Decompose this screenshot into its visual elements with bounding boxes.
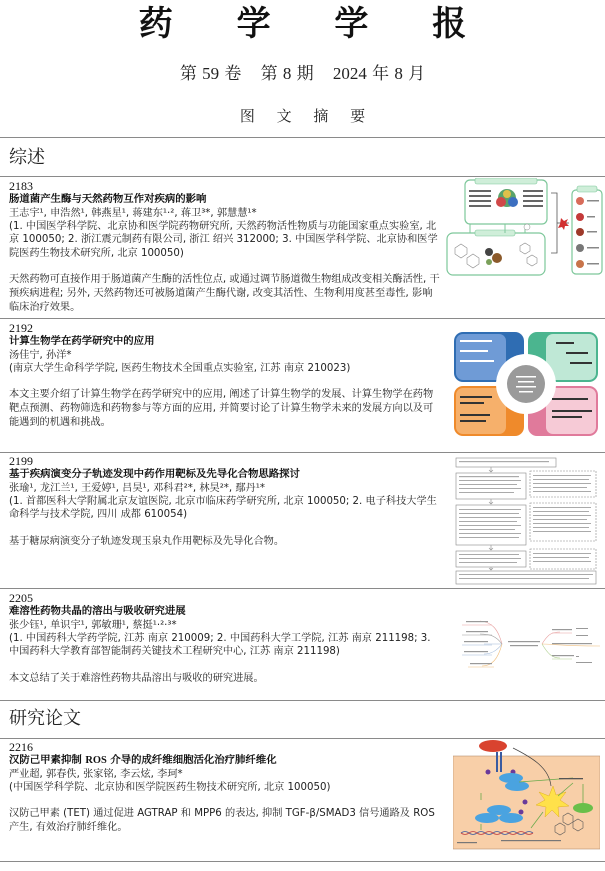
article-entry[interactable] [9,180,441,315]
divider [0,137,605,138]
issue-info [0,63,605,85]
page-number: 2205 [9,591,33,605]
article-summary: 本文主要介绍了计算生物学在药学研究中的应用, 阐述了计算生物学的发展、计算生物学在药物靶点预测、药物筛选和药物参与等方面的应用, 并简要讨论了计算生物学未来的发展方向以及可能遇到的机遇和挑战。 [9,389,434,429]
section-label: 图 文 摘 要 [239,109,375,125]
article-authors: 汤佳宁, 孙洋* [9,349,72,361]
divider [0,861,605,862]
graphical-abstract-figure [445,178,603,278]
title-part-bold: ROS [85,755,107,766]
page-number: 2216 [9,740,33,754]
page-number: 2192 [9,321,33,335]
graphical-abstract-figure [453,738,600,850]
article-affiliation: (南京大学生命科学学院, 医药生物技术全国重点实验室, 江苏 南京 210023) [9,362,351,374]
article-authors: 严业超, 郭春佚, 张家铭, 李云炫, 李珂* [9,768,183,780]
article-affiliation: (1. 首都医科大学附属北京友谊医院, 北京市临床药学研究所, 北京 100050; 2. 电子科技大学生命科学与技术学院, 四川 成都 610054) [9,495,437,521]
title-part: 汉防己甲素抑制 [9,754,86,766]
page-number: 2199 [9,454,33,468]
divider [0,176,605,177]
article-title[interactable] [9,754,441,768]
article-summary: 基于糖尿病演变分子轨迹发现玉泉丸作用靶标及先导化合物。 [9,535,285,547]
divider [0,318,605,319]
issue-number: 第 8 期 [260,64,314,83]
graphical-abstract-figure [452,330,600,438]
volume: 第 59 卷 [179,64,242,83]
divider [0,452,605,453]
article-authors: 张少钰¹, 单识宇¹, 郭敏珊¹, 蔡挺¹·²·³* [9,619,177,631]
category-heading-review: 综述 [9,147,45,168]
graphical-abstract-figure [454,457,600,585]
issue-date: 2024 年 8 月 [332,64,426,83]
page-number: 2183 [9,179,33,193]
article-title[interactable]: 基于疾病演变分子轨迹发现中药作用靶标及先导化合物思路探讨 [9,468,300,480]
article-entry[interactable] [9,322,441,430]
article-authors: 王志宇¹, 申浩然¹, 韩燕星¹, 蒋建东¹·², 蒋卫³*, 郭慧慧¹* [9,207,257,219]
category-heading-research: 研究论文 [9,708,81,729]
article-summary: 天然药物可直接作用于肠道菌产生酶的活性位点, 或通过调节肠道微生物组成改变相关酶活性, 干预疾病进程; 另外, 天然药物还可被肠道菌产生酶代谢, 改变其活性、生物利用度甚至毒性, 影响临床治疗效果。 [9,274,440,314]
article-entry[interactable] [9,741,441,835]
article-affiliation: (1. 中国药科大学药学院, 江苏 南京 210009; 2. 中国药科大学工学院, 江苏 南京 211198; 3. 中国药科大学教育部智能制药关键技术工程研究中心, 江苏 南京 211198) [9,632,431,658]
divider [0,700,605,701]
article-title[interactable]: 肠道菌产生酶与天然药物互作对疾病的影响 [9,193,207,205]
article-summary: 汉防己甲素 (TET) 通过促进 AGTRAP 和 MPP6 的表达, 抑制 TGF-β/SMAD3 信号通路及 ROS 产生, 有效治疗肺纤维化。 [9,808,435,834]
divider [0,588,605,589]
article-entry[interactable] [9,455,441,549]
article-entry[interactable] [9,592,441,686]
article-affiliation: (1. 中国医学科学院、北京协和医学院药物研究所, 天然药物活性物质与功能国家重点实验室, 北京 100050; 2. 浙江震元制药有限公司, 浙江 绍兴 312000; 3. 中国医学科学院、北京协和医学院医药生物技术研究所, 北京 100050) [9,220,438,259]
graphical-abstract-figure [452,604,602,680]
journal-title: 药 学 学 报 [138,4,493,44]
article-affiliation: (中国医学科学院、北京协和医学院医药生物技术研究所, 北京 100050) [9,781,331,793]
article-title[interactable]: 难溶性药物共晶的溶出与吸收研究进展 [9,605,186,617]
article-summary: 本文总结了关于难溶性药物共晶溶出与吸收的研究进展。 [9,672,264,684]
article-title[interactable]: 计算生物学在药学研究中的应用 [9,335,155,347]
article-authors: 张瑜¹, 龙江兰¹, 王爱婷¹, 吕昊¹, 邓科君²*, 林昊²*, 鄢丹¹* [9,482,265,494]
title-part: 介导的成纤维细胞活化治疗肺纤维化 [106,754,277,766]
